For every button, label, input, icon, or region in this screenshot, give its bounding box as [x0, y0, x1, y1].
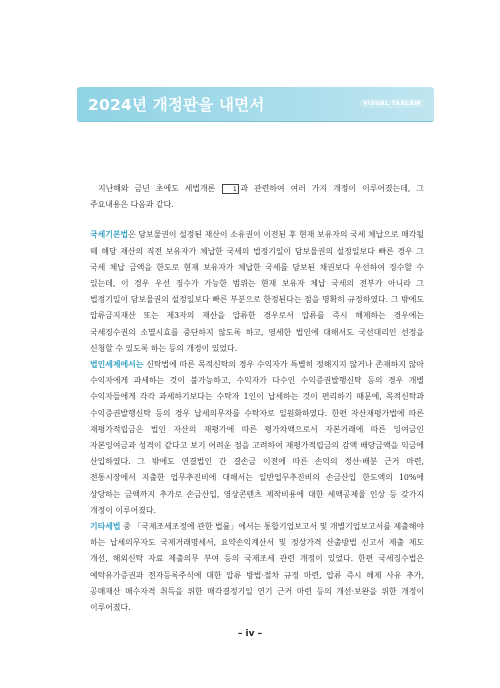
section-paragraph-corporate-tax	[90, 357, 424, 519]
title-banner	[77, 87, 434, 121]
boxed-number: 1	[222, 184, 239, 194]
section-text: 중 「국제조세조정에 관한 법률」에서는 통합기업보고서 및 개별기업보고서를 제출해야 하는 납세의무자도 국제거래명세서, 요약손익계산서 및 정상가격 산출방법 신고서 제출 제도 개선, 해외신탁 자료 제출의무 부여 등의 국제조세 관련 개정이 있었다. 한편 국세징수법은 예탁유가증권과 전자등록주식에 대한 압류 방법·절차 규정 마련, 압류 즉시 해제 사유 추가, 공매재산 매수자격 취득을 위한 매각결정기일 연기 근거 마련 등의 개선·보완을 위한 개정이 이루어졌다.	[90, 522, 424, 613]
section-keyword: 국세기본법	[90, 230, 129, 240]
section-paragraph-other-laws	[90, 519, 424, 616]
intro-paragraph	[90, 181, 424, 213]
body-text	[90, 181, 424, 616]
section-paragraph-basic-act	[90, 227, 424, 357]
page-title: 2024년 개정판을 내면서	[88, 96, 265, 114]
section-text: 신탁법에 따른 목적신탁의 경우 수익자가 특별히 정해지지 않거나 존재하지 않아 수익자에게 과세하는 것이 불가능하고, 수익자가 다수인 수익증권발행신탁 등의 경우 개별 수익자들에게 각각 과세하기보다는 수탁자 1인이 납세하는 것이 편리하기 때문에, 목적신탁과 수익증권발행신탁 등의 경우 납세의무자를 수탁자로 일원화하였다. 한편 자산재평가법에 따른 재평가적립금은 법인 자산의 재평가에 따른 평가차액으로서 자본거래에 따른 잉여금인 자본잉여금과 성격이 같다고 보기 어려운 점을 고려하여 재평가적립금의 감액 배당금액을 익금에 산입하였다. 그 밖에도 연결법인 간 결손금 이전에 따른 손익의 정산·배분 근거 마련, 전통시장에서 지출한 업무추진비에 대해서는 일반업무추진비의 손금산입 한도액의 10%에 상당하는 금액까지 추가로 손금산입, 영상콘텐츠 제작비용에 대한 세액공제율 인상 등 갖가지 개정이 이루어졌다.	[90, 360, 424, 515]
series-tag: VISUAL TAXLAW	[360, 99, 424, 108]
page-number: – iv –	[237, 629, 263, 639]
section-keyword: 법인세제에서는	[90, 360, 144, 370]
intro-text-after: 과 관련하여 여러 가지 개정이 이루어졌는데, 그 주요내용은 다음과 같다.	[90, 184, 424, 210]
section-keyword: 기타세법	[90, 522, 121, 532]
section-text: 은 담보물권이 설정된 재산이 소유권이 이전된 후 현재 보유자의 국세 체납으로 매각될 때 해당 재산의 직전 보유자가 체납한 국세의 법정기일이 담보물권의 설정일보다 빠른 경우 그 국세 체납 금액을 한도로 현재 보유자가 체납한 국세를 담보된 채권보다 우선하여 징수할 수 있는데, 이 경우 우선 징수가 가능한 범위는 현재 보유자 체납 국세의 전부가 아니라 그 법정기일이 담보물권의 설정일보다 빠른 부분으로 한정된다는 점을 명확히 규정하였다. 그 밖에도 압류금지재산 또는 제3자의 재산을 압류한 경우로서 압류를 즉시 해제하는 경우에는 국세징수권의 소멸시효를 중단하지 않도록 하고, 영세한 법인에 대해서도 국선대리인 선정을 신청할 수 있도록 하는 등의 개정이 있었다.	[90, 230, 424, 353]
intro-text-before: 지난해와 금년 초에도 세법개론	[98, 184, 222, 193]
